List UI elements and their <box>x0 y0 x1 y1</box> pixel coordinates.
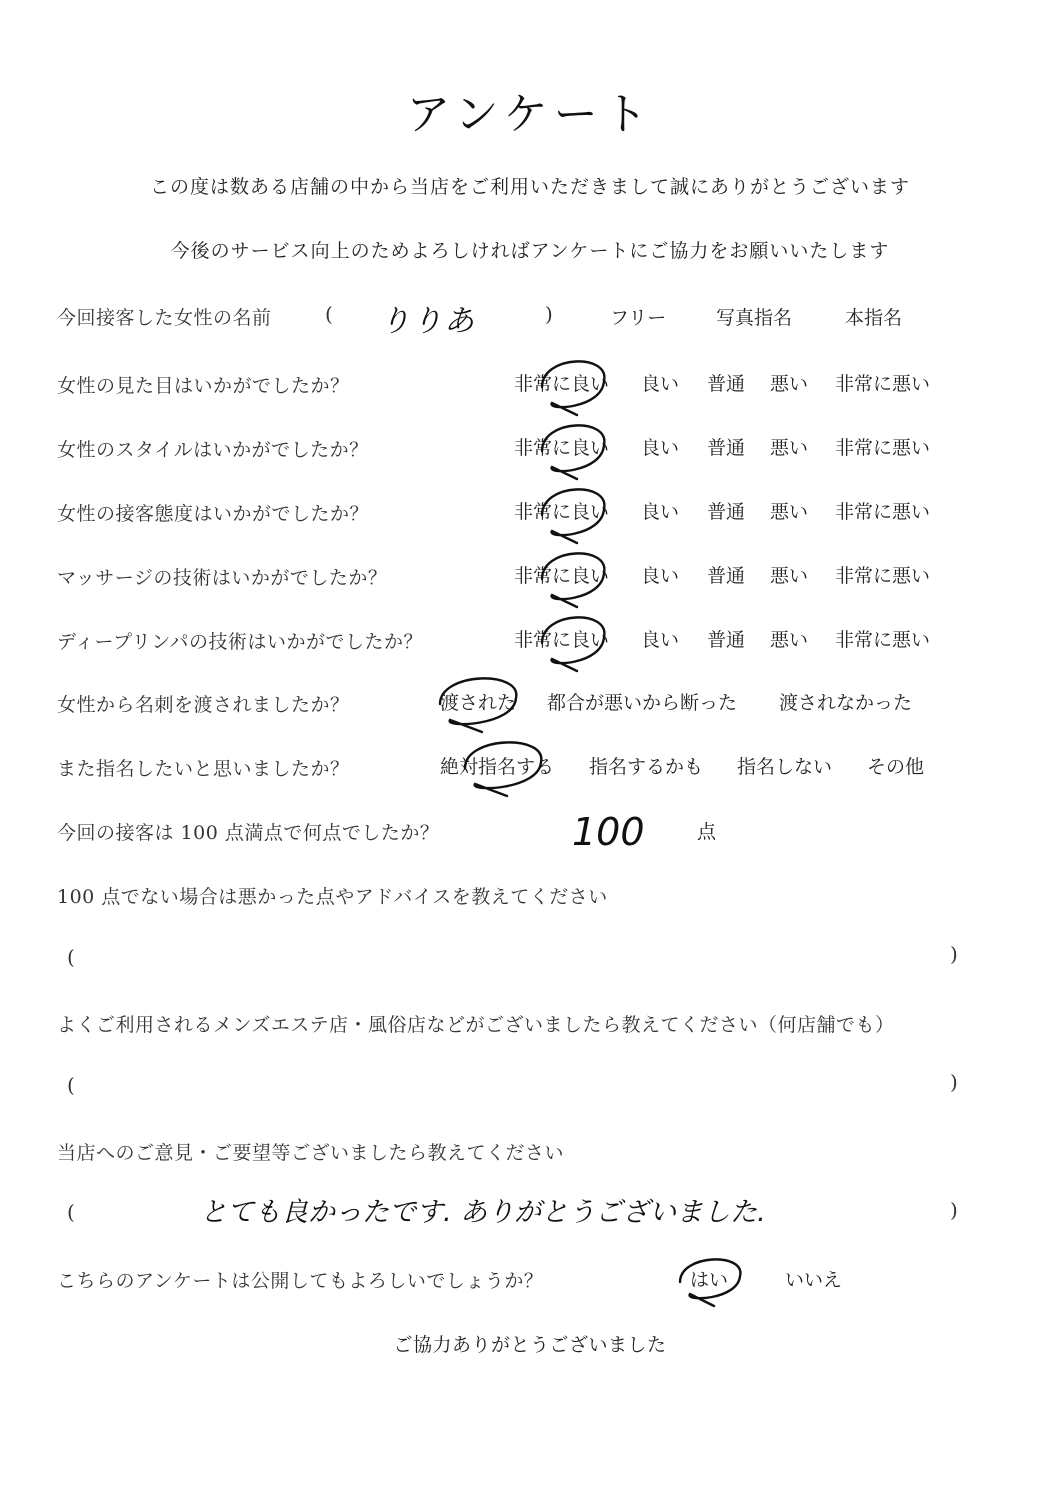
renominate-option-other: その他 <box>867 756 925 778</box>
rating-option: 良い <box>641 501 680 523</box>
advice-question-label: 100 点でない場合は悪かった点やアドバイスを教えてください <box>57 886 608 908</box>
name-question-label: 今回接客した女性の名前 <box>57 307 272 329</box>
rating-option: 良い <box>641 437 680 459</box>
card-option-received: 渡された <box>440 692 517 714</box>
rating-option: 非常に良い <box>514 437 610 459</box>
card-question-label: 女性から名刺を渡されましたか？ <box>57 694 350 716</box>
publish-question-label: こちらのアンケートは公開してもよろしいでしょうか？ <box>57 1270 544 1292</box>
name-close-paren: ) <box>545 302 553 326</box>
rating-option: 普通 <box>707 629 746 651</box>
rating-option: 非常に良い <box>514 501 610 523</box>
score-question-label: 今回の接客は 100 点満点で何点でしたか？ <box>57 822 440 844</box>
name-option-main: 本指名 <box>845 307 903 329</box>
rating-question-label: 女性のスタイルはいかがでしたか？ <box>57 439 369 461</box>
score-unit: 点 <box>697 821 717 843</box>
renominate-question-label: また指名したいと思いましたか？ <box>57 758 350 780</box>
handwritten-score: 100 <box>572 810 645 854</box>
rating-option: 普通 <box>707 373 746 395</box>
rating-option: 非常に悪い <box>835 565 931 587</box>
request-open-paren: ( <box>67 1200 75 1224</box>
rating-option: 悪い <box>770 565 809 587</box>
publish-option-yes: はい <box>690 1269 729 1291</box>
renominate-option-definitely: 絶対指名する <box>440 756 555 778</box>
rating-option: 良い <box>641 629 680 651</box>
card-option-not-received: 渡されなかった <box>779 692 913 714</box>
handwritten-name: りりあ <box>380 304 476 339</box>
rating-option: 普通 <box>707 565 746 587</box>
rating-question-label: 女性の見た目はいかがでしたか？ <box>57 375 350 397</box>
rating-option: 良い <box>641 373 680 395</box>
rating-option: 普通 <box>707 501 746 523</box>
rating-option: 普通 <box>707 437 746 459</box>
rating-option: 非常に悪い <box>835 373 931 395</box>
rating-option: 非常に悪い <box>835 501 931 523</box>
advice-close-paren: ) <box>950 942 958 966</box>
rating-option: 悪い <box>770 501 809 523</box>
name-option-photo: 写真指名 <box>716 307 793 329</box>
rating-option: 非常に良い <box>514 373 610 395</box>
rating-option: 悪い <box>770 373 809 395</box>
card-option-declined: 都合が悪いから断った <box>547 692 738 714</box>
rating-option: 良い <box>641 565 680 587</box>
rating-option: 非常に悪い <box>835 437 931 459</box>
intro-line-1: この度は数ある店舗の中から当店をご利用いただきまして誠にありがとうございます <box>149 176 910 198</box>
rating-option: 非常に良い <box>514 565 610 587</box>
rating-option: 悪い <box>770 629 809 651</box>
request-question-label: 当店へのご意見・ご要望等ございましたら教えてください <box>57 1142 565 1164</box>
renominate-option-no: 指名しない <box>737 756 833 778</box>
rating-option: 悪い <box>770 437 809 459</box>
rating-option: 非常に悪い <box>835 629 931 651</box>
name-open-paren: ( <box>325 302 333 326</box>
intro-line-2: 今後のサービス向上のためよろしければアンケートにご協力をお願いいたします <box>170 240 890 262</box>
rating-question-label: ディープリンパの技術はいかがでしたか？ <box>57 631 423 653</box>
other-shops-question-label: よくご利用されるメンズエステ店・風俗店などがございましたら教えてください（何店舗でも） <box>57 1014 895 1036</box>
rating-option: 非常に良い <box>514 629 610 651</box>
renominate-option-maybe: 指名するかも <box>589 756 704 778</box>
name-option-free: フリー <box>610 307 667 329</box>
page-title: アンケート <box>406 89 654 140</box>
closing-text: ご協力ありがとうございました <box>393 1334 667 1356</box>
other-shops-close-paren: ) <box>950 1070 958 1094</box>
other-shops-open-paren: ( <box>67 1073 75 1097</box>
publish-option-no: いいえ <box>785 1269 843 1291</box>
handwritten-request-answer: とても良かったです. ありがとうございました. <box>200 1197 766 1228</box>
rating-question-label: 女性の接客態度はいかがでしたか？ <box>57 503 370 525</box>
rating-question-label: マッサージの技術はいかがでしたか？ <box>57 567 388 589</box>
advice-open-paren: ( <box>67 945 75 969</box>
request-close-paren: ) <box>950 1198 958 1222</box>
